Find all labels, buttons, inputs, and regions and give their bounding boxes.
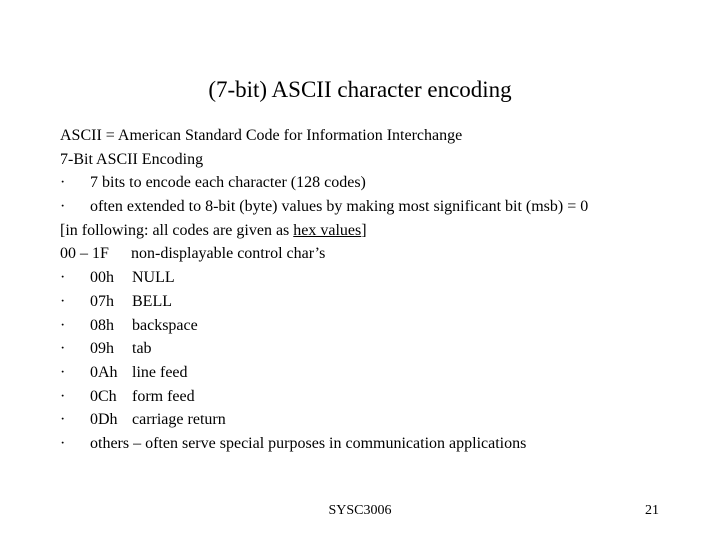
code-item-form-feed [60, 385, 700, 409]
slide-body [60, 124, 700, 456]
footer-page-number: 21 [645, 503, 659, 518]
code-value: 0Ch [90, 387, 117, 405]
code-value: 00h [90, 269, 114, 287]
bullet-icon: · [60, 363, 66, 381]
code-item-line-feed [60, 361, 700, 385]
bullet-icon: · [60, 316, 66, 334]
bullet-text: often extended to 8-bit (byte) values by making most significant bit (msb) = 0 [90, 198, 589, 216]
code-item-tab [60, 337, 700, 361]
code-item-backspace [60, 314, 700, 338]
control-range-line [60, 242, 700, 266]
bullet-icon: · [60, 340, 66, 358]
code-item-null [60, 266, 700, 290]
code-name: carriage return [132, 411, 226, 429]
code-name: backspace [132, 316, 198, 334]
hex-note [60, 219, 700, 243]
code-value: 07h [90, 292, 114, 310]
seven-bit-heading: 7-Bit ASCII Encoding [60, 150, 204, 168]
bullet-icon: · [60, 411, 66, 429]
code-value: 09h [90, 340, 114, 358]
others-item [60, 432, 700, 456]
hex-note-suffix: ] [361, 221, 367, 239]
bullet-item-bits [60, 171, 700, 195]
control-description: non-displayable control char’s [131, 245, 326, 263]
bullet-item-extended [60, 195, 700, 219]
code-value: 0Ah [90, 363, 118, 381]
code-value: 0Dh [90, 411, 118, 429]
code-name: form feed [132, 387, 195, 405]
code-name: tab [132, 340, 152, 358]
code-item-carriage-return [60, 408, 700, 432]
slide-title: (7-bit) ASCII character encoding [208, 77, 512, 102]
bullet-icon: · [60, 269, 66, 287]
ascii-definition: ASCII = American Standard Code for Information Interchange [60, 127, 463, 144]
others-text: others – often serve special purposes in communication applications [90, 434, 527, 452]
bullet-text: 7 bits to encode each character (128 codes) [90, 174, 366, 192]
bullet-icon: · [60, 174, 66, 192]
bullet-icon: · [60, 387, 66, 405]
hex-values-link[interactable]: hex values [293, 221, 362, 239]
code-name: NULL [132, 269, 175, 287]
hex-note-prefix: [in following: all codes are given as [60, 221, 294, 239]
code-name: line feed [132, 363, 188, 381]
control-range: 00 – 1F [60, 245, 109, 263]
code-name: BELL [132, 292, 172, 310]
bullet-icon: · [60, 434, 66, 452]
bullet-icon: · [60, 292, 66, 310]
footer-course: SYSC3006 [328, 503, 392, 518]
code-value: 08h [90, 316, 114, 334]
bullet-icon: · [60, 198, 66, 216]
code-item-bell [60, 290, 700, 314]
